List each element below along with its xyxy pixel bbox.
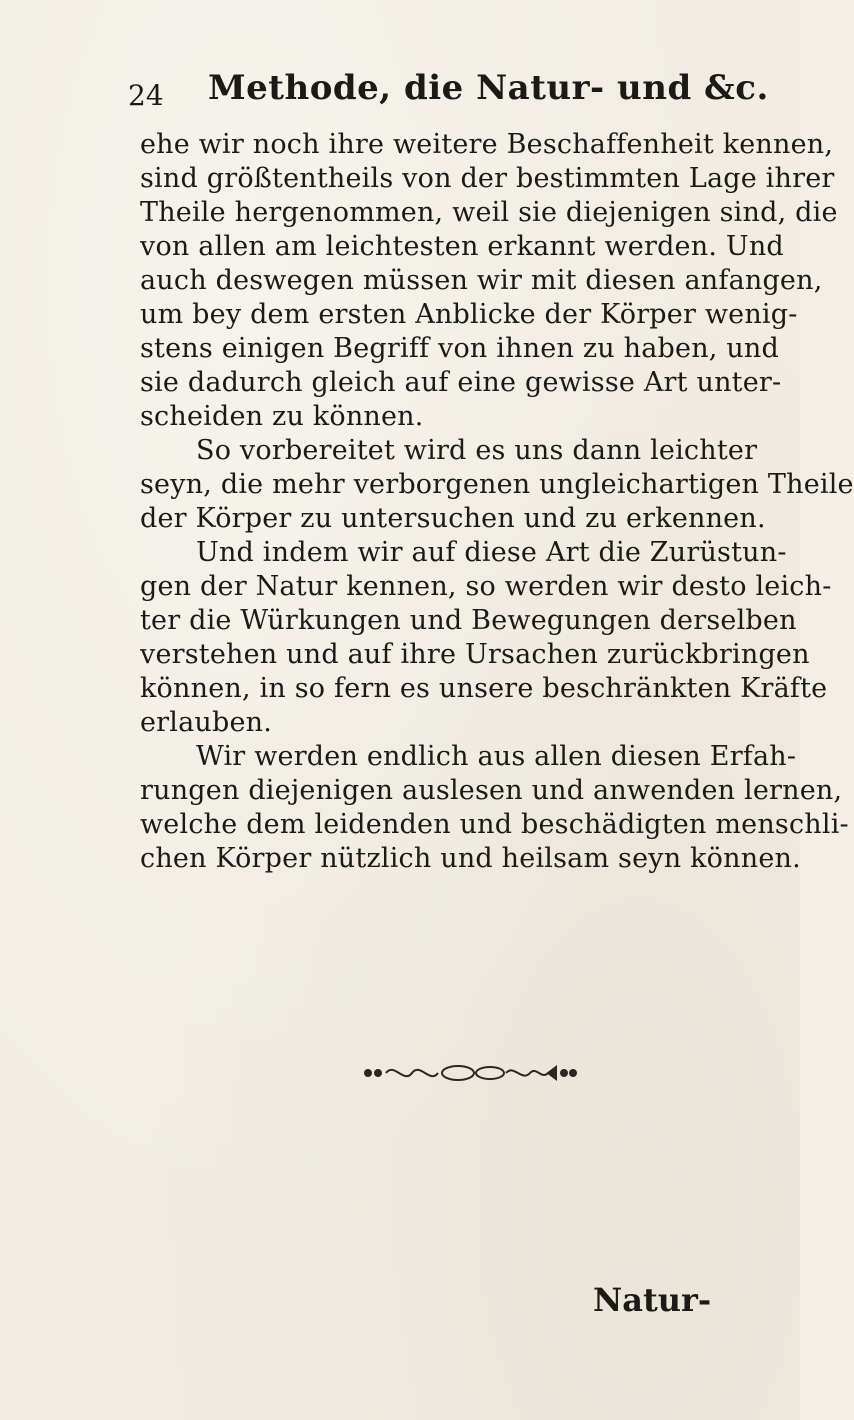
paragraph-start-line: Wir werden endlich aus allen diesen Erfah-	[196, 741, 797, 772]
text-line: Theile hergenommen, weil sie diejenigen sind, die	[140, 197, 838, 228]
paragraph-start-line: So vorbereitet wird es uns dann leichter	[196, 435, 758, 466]
printer-ornament-icon	[360, 1058, 580, 1088]
running-title: Methode, die Natur- und &c.	[208, 68, 769, 108]
text-line: auch deswegen müssen wir mit diesen anfangen,	[140, 265, 823, 296]
text-line: der Körper zu untersuchen und zu erkennen.	[140, 503, 766, 534]
text-line: ehe wir noch ihre weitere Beschaffenheit kennen,	[140, 129, 834, 160]
text-line: können, in so fern es unsere beschränkten Kräfte	[140, 673, 828, 704]
page-number: 24	[128, 79, 164, 112]
text-line: um bey dem ersten Anblicke der Körper wenig-	[140, 299, 798, 330]
text-line: von allen am leichtesten erkannt werden. Und	[140, 231, 784, 262]
text-line: stens einigen Begriff von ihnen zu haben, und	[140, 333, 780, 364]
text-line: welche dem leidenden und beschädigten menschli-	[140, 809, 849, 840]
text-line: gen der Natur kennen, so werden wir desto leich-	[140, 571, 832, 602]
catchword: Natur-	[593, 1281, 712, 1319]
text-line: verstehen und auf ihre Ursachen zurückbringen	[140, 639, 810, 670]
text-line: scheiden zu können.	[140, 401, 424, 432]
text-line: chen Körper nützlich und heilsam seyn können.	[140, 843, 801, 874]
text-line: sie dadurch gleich auf eine gewisse Art unter-	[140, 367, 782, 398]
text-line: seyn, die mehr verborgenen ungleichartigen Theile	[140, 469, 854, 500]
text-line: erlauben.	[140, 707, 273, 738]
text-line: ter die Würkungen und Bewegungen derselben	[140, 605, 797, 636]
text-line: sind größtentheils von der bestimmten Lage ihrer	[140, 163, 835, 194]
paragraph-start-line: Und indem wir auf diese Art die Zurüstun-	[196, 537, 787, 568]
body-text	[140, 128, 854, 876]
text-line: rungen diejenigen auslesen und anwenden lernen,	[140, 775, 843, 806]
page-header	[128, 62, 769, 122]
